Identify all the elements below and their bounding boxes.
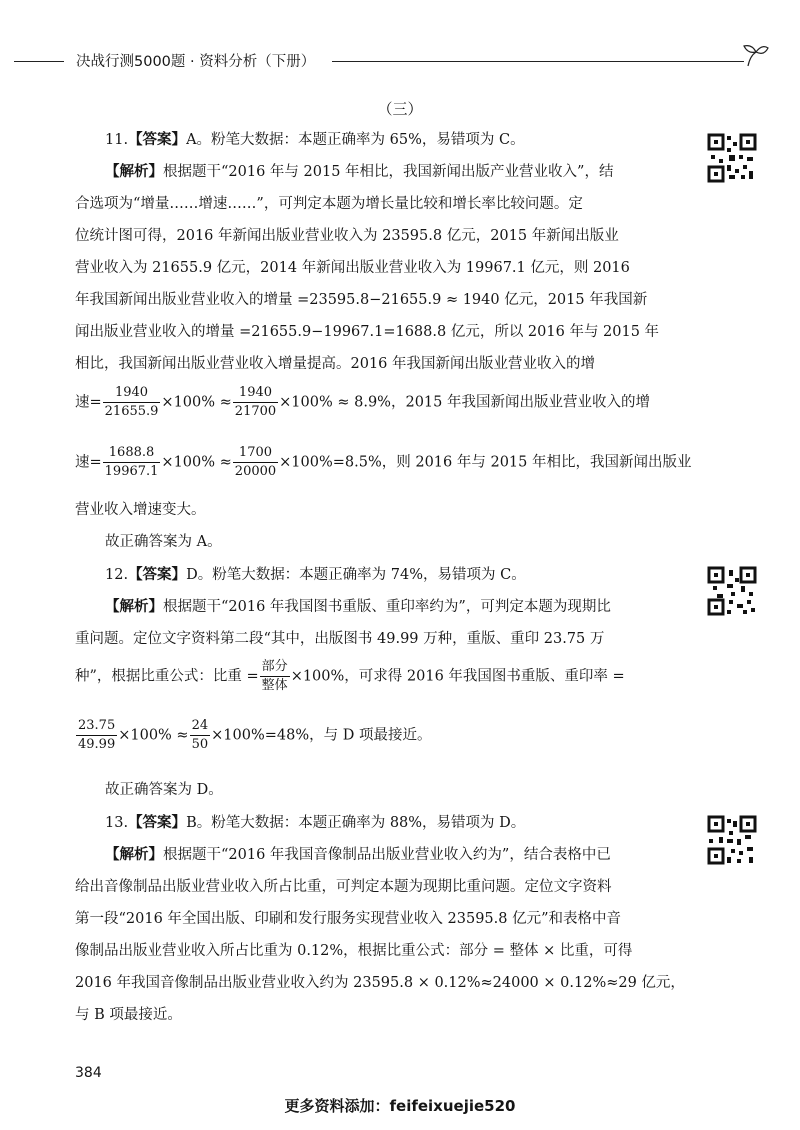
q11-conclusion: 故正确答案为 A。 <box>105 534 222 550</box>
numerator: 24 <box>190 717 211 736</box>
q12-analysis-line-2: 重问题。定位文字资料第二段“其中，出版图书 49.99 万种，重版、重印 23.75 万 <box>75 631 605 647</box>
q12-analysis-tag: 【解析】 <box>105 599 163 615</box>
q11-formula-1 <box>75 384 685 421</box>
sprout-icon <box>742 42 770 68</box>
q11-analysis-tag: 【解析】 <box>105 164 163 180</box>
q13-answer-text: B。粉笔大数据：本题正确率为 88%，易错项为 D。 <box>186 815 526 831</box>
section-title: （三） <box>377 100 423 118</box>
q12-formula-2 <box>75 717 685 754</box>
q11-answer-tag: 【答案】 <box>128 132 187 148</box>
q11-analysis-line-8: 营业收入增速变大。 <box>75 502 206 518</box>
q13-analysis-text-1: 根据题干“2016 年我国音像制品出版业营业收入约为”，结合表格中已 <box>163 847 611 863</box>
q13-analysis-line-3: 第一段“2016 年全国出版、印刷和发行服务实现营业收入 23595.8 亿元”和表格中音 <box>75 911 622 927</box>
denominator: 20000 <box>234 464 277 479</box>
denominator: 21700 <box>234 404 277 419</box>
q13-number: 13. <box>105 815 129 831</box>
denominator: 50 <box>191 737 209 752</box>
fraction <box>190 717 211 754</box>
q13-answer-line <box>105 811 715 832</box>
fraction <box>260 658 290 695</box>
formula-suffix: ×100%，可求得 2016 年我国图书重版、重印率 = <box>290 668 625 685</box>
q11-analysis-line-2: 合选项为“增量……增速……”，可判定本题为增长量比较和增长率比较问题。定 <box>75 196 583 212</box>
numerator: 1940 <box>233 384 278 403</box>
q12-analysis-text-1: 根据题干“2016 年我国图书重版、重印率约为”，可判定本题为现期比 <box>163 599 611 615</box>
q12-number: 12. <box>105 567 129 583</box>
running-header-title: 决战行测5000题 · 资料分析（下册） <box>76 54 316 70</box>
q11-analysis-line-3: 位统计图可得，2016 年新闻出版业营业收入为 23595.8 亿元，2015 年新闻出版业 <box>75 228 619 244</box>
q11-analysis-line-5: 年我国新闻出版业营业收入的增量 =23595.8−21655.9 ≈ 1940 亿元，2015 年我国新 <box>75 292 648 308</box>
q11-analysis-line-7: 相比，我国新闻出版业营业收入增量提高。2016 年我国新闻出版业营业收入的增 <box>75 356 596 372</box>
q11-analysis-line-6: 闻出版业营业收入的增量 =21655.9−19967.1=1688.8 亿元，所以 2016 年与 2015 年 <box>75 324 660 340</box>
q13-analysis-line-5: 2016 年我国音像制品出版业营业收入约为 23595.8 × 0.12%≈24000 × 0.12%≈29 亿元， <box>75 975 685 991</box>
numerator: 1940 <box>103 384 161 403</box>
formula-prefix: 速= <box>75 394 102 411</box>
formula-prefix: 种”，根据比重公式：比重 = <box>75 668 259 685</box>
fraction <box>233 384 278 421</box>
q12-conclusion: 故正确答案为 D。 <box>105 782 223 798</box>
formula-mid: ×100% ≈ <box>118 727 189 744</box>
fraction <box>233 444 278 481</box>
q13-analysis-line-4: 像制品出版业营业收入所占比重为 0.12%，根据比重公式：部分 = 整体 × 比重，可得 <box>75 943 633 959</box>
formula-suffix: ×100%=8.5%，则 2016 年与 2015 年相比，我国新闻出版业 <box>279 454 692 471</box>
denominator: 19967.1 <box>104 464 159 479</box>
q13-answer-tag: 【答案】 <box>128 815 187 831</box>
q11-answer-text: A。粉笔大数据：本题正确率为 65%，易错项为 C。 <box>186 132 525 148</box>
q11-answer-line <box>105 128 715 149</box>
denominator: 整体 <box>261 678 288 693</box>
numerator: 1688.8 <box>103 444 161 463</box>
formula-mid: ×100% ≈ <box>161 454 232 471</box>
numerator: 1700 <box>233 444 278 463</box>
header-rule-right <box>332 61 744 62</box>
formula-prefix: 速= <box>75 454 102 471</box>
q13-analysis-line-2: 给出音像制品出版业营业收入所占比重，可判定本题为现期比重问题。定位文字资料 <box>75 879 612 895</box>
q11-number: 11. <box>105 132 129 148</box>
numerator: 23.75 <box>76 717 117 736</box>
q12-formula-1 <box>75 658 685 695</box>
q11-formula-2 <box>75 444 692 481</box>
q12-analysis-line-1 <box>105 595 715 616</box>
q13-analysis-tag: 【解析】 <box>105 847 163 863</box>
q11-analysis-line-4: 营业收入为 21655.9 亿元，2014 年新闻出版业营业收入为 19967.1 亿元，则 2016 <box>75 260 630 276</box>
page-number: 384 <box>75 1065 102 1081</box>
denominator: 49.99 <box>78 737 116 752</box>
q13-analysis-line-1 <box>105 843 715 864</box>
q11-analysis-line-1 <box>105 160 715 181</box>
fraction <box>103 444 161 481</box>
formula-suffix: ×100% ≈ 8.9%，2015 年我国新闻出版业营业收入的增 <box>279 394 650 411</box>
footer-note: 更多资料添加：feifeixuejie520 <box>284 1097 516 1115</box>
q11-analysis-text-1: 根据题干“2016 年与 2015 年相比，我国新闻出版产业营业收入”，结 <box>163 164 614 180</box>
fraction <box>76 717 117 754</box>
formula-mid: ×100% ≈ <box>161 394 232 411</box>
denominator: 21655.9 <box>104 404 159 419</box>
q12-answer-line <box>105 563 715 584</box>
fraction <box>103 384 161 421</box>
formula-suffix: ×100%=48%，与 D 项最接近。 <box>211 727 432 744</box>
running-header <box>14 50 780 74</box>
q12-answer-text: D。粉笔大数据：本题正确率为 74%，易错项为 C。 <box>186 567 526 583</box>
header-rule-left <box>14 61 64 62</box>
numerator: 部分 <box>260 658 290 677</box>
q13-analysis-line-6: 与 B 项最接近。 <box>75 1007 182 1023</box>
q12-answer-tag: 【答案】 <box>128 567 187 583</box>
